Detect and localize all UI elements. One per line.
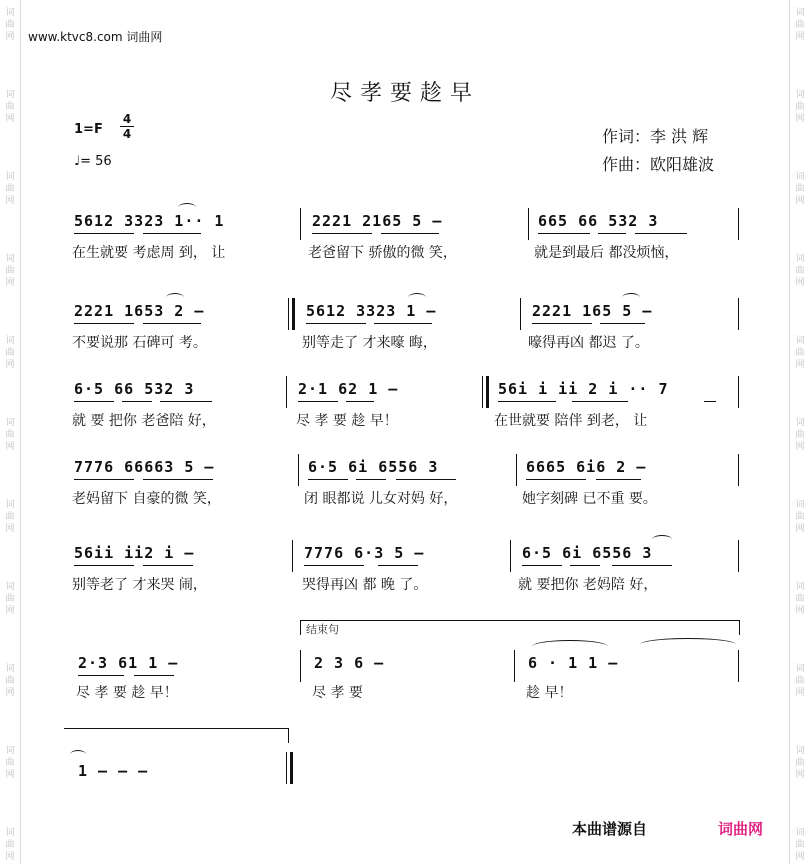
bar-line xyxy=(528,208,529,240)
beam-line xyxy=(572,401,628,402)
score-row-3 xyxy=(0,380,810,450)
watermark-char: 网 xyxy=(5,770,15,780)
watermark-char: 曲 xyxy=(795,348,805,358)
repeat-start-bar-thick xyxy=(292,298,295,330)
watermark-char: 曲 xyxy=(5,594,15,604)
watermark-char: 网 xyxy=(5,606,15,616)
ending-bracket-continued xyxy=(64,728,289,743)
watermark-char: 词 xyxy=(795,418,805,428)
watermark-char: 词 xyxy=(5,500,15,510)
lyric-line: 在生就要 考虑周 到， 让 xyxy=(72,245,226,261)
bar-line xyxy=(738,454,739,486)
beam-line xyxy=(122,401,152,402)
composer-credit: 作曲：欧阳雄波 xyxy=(602,155,715,174)
measure-notes: 2·3 61 1 – xyxy=(78,654,179,672)
beam-line xyxy=(532,323,592,324)
watermark-char: 词 xyxy=(5,172,15,182)
watermark-char: 网 xyxy=(795,442,805,452)
watermark-char: 曲 xyxy=(5,266,15,276)
beam-line xyxy=(378,565,418,566)
beam-line xyxy=(356,479,386,480)
bar-line xyxy=(738,376,739,408)
song-title: 尽孝要趁早 xyxy=(329,81,480,106)
score-row-5 xyxy=(0,544,810,614)
watermark-char: 曲 xyxy=(795,512,805,522)
bar-line xyxy=(286,376,287,408)
watermark-char: 词 xyxy=(795,8,805,18)
watermark-char: 词 xyxy=(795,746,805,756)
watermark-char: 曲 xyxy=(795,184,805,194)
lyric-line: 老妈留下 自豪的微 笑， xyxy=(72,491,221,507)
slur-mark xyxy=(652,535,672,544)
lyric-line: 不要说那 石碑可 考。 xyxy=(72,335,207,351)
repeat-start-bar-thick xyxy=(486,376,489,408)
lyric-line: 就是到最后 都没烦恼， xyxy=(534,245,679,261)
bar-line xyxy=(738,208,739,240)
tempo-value: = 56 xyxy=(80,154,112,169)
watermark-char: 曲 xyxy=(5,184,15,194)
watermark-char: 曲 xyxy=(5,430,15,440)
watermark-char: 词 xyxy=(5,90,15,100)
bar-line xyxy=(292,540,293,572)
watermark-char: 词 xyxy=(5,746,15,756)
watermark-char: 网 xyxy=(5,32,15,42)
measure-notes: 56ii ii2 i – xyxy=(74,544,195,562)
bar-line xyxy=(300,208,301,240)
beam-line xyxy=(704,401,716,402)
bar-line xyxy=(510,540,511,572)
source-text: 本曲谱源自 xyxy=(572,820,648,838)
lyricist-credit: 作词：李 洪 辉 xyxy=(602,127,709,146)
lyric-line: 老爸留下 骄傲的微 笑， xyxy=(308,245,457,261)
measure-notes: 2221 1653 2 – xyxy=(74,302,205,320)
beam-line xyxy=(635,233,687,234)
watermark-char: 网 xyxy=(5,442,15,452)
beam-line xyxy=(498,401,556,402)
watermark-char: 曲 xyxy=(795,430,805,440)
watermark-char: 曲 xyxy=(795,758,805,768)
watermark-char: 曲 xyxy=(5,758,15,768)
beam-line xyxy=(598,233,626,234)
lyric-line: 别等老了 才来哭 闹， xyxy=(72,577,207,593)
beam-line xyxy=(312,233,372,234)
measure-notes: 6·5 6i 6556 3 xyxy=(308,458,439,476)
watermark-char: 词 xyxy=(795,336,805,346)
measure-notes: 6·5 6i 6556 3 xyxy=(522,544,653,562)
measure-notes: 6 · 1 1 – xyxy=(528,654,619,672)
beam-line xyxy=(570,565,600,566)
watermark-char: 词 xyxy=(795,664,805,674)
watermark-char: 曲 xyxy=(5,348,15,358)
bar-line xyxy=(516,454,517,486)
watermark-char: 网 xyxy=(795,770,805,780)
measure-notes: 2221 165 5 – xyxy=(532,302,653,320)
bar-line xyxy=(520,298,521,330)
watermark-char: 曲 xyxy=(5,102,15,112)
watermark-char: 曲 xyxy=(795,840,805,850)
beam-line xyxy=(143,565,193,566)
bar-line xyxy=(738,298,739,330)
beam-line xyxy=(381,233,439,234)
measure-notes: 7776 6·3 5 – xyxy=(304,544,425,562)
watermark-char: 词 xyxy=(795,582,805,592)
watermark-char: 词 xyxy=(5,418,15,428)
score-row-2 xyxy=(0,302,810,372)
beam-line xyxy=(612,565,672,566)
watermark-char: 曲 xyxy=(795,676,805,686)
lyric-line: 就 要把你 老妈陪 好， xyxy=(518,577,658,593)
watermark-char: 曲 xyxy=(5,512,15,522)
tie-mark xyxy=(532,640,608,653)
time-signature-bottom: 4 xyxy=(120,126,134,141)
measure-notes: 6·5 66 532 3 xyxy=(74,380,195,398)
measure-notes: 665 66 532 3 xyxy=(538,212,659,230)
tempo-marking xyxy=(74,154,112,169)
beam-line xyxy=(74,479,134,480)
tie-mark xyxy=(640,638,736,651)
measure-notes: 1 – – – xyxy=(78,762,149,780)
watermark-char: 网 xyxy=(795,114,805,124)
measure-notes: 2221 2165 5 – xyxy=(312,212,443,230)
watermark-char: 词 xyxy=(5,664,15,674)
watermark-char: 网 xyxy=(5,114,15,124)
watermark-char: 网 xyxy=(5,688,15,698)
lyric-line: 哭得再凶 都 晚 了。 xyxy=(302,577,428,593)
repeat-start-bar xyxy=(482,376,483,408)
slur-mark xyxy=(178,203,196,212)
measure-notes: 2 3 6 – xyxy=(314,654,385,672)
watermark-char: 词 xyxy=(5,582,15,592)
site-url[interactable]: www.ktvc8.com 词曲网 xyxy=(28,30,163,44)
watermark-char: 网 xyxy=(795,196,805,206)
measure-notes: 5612 3323 1 – xyxy=(306,302,437,320)
beam-line xyxy=(78,675,124,676)
beam-line xyxy=(74,401,114,402)
watermark-char: 曲 xyxy=(795,20,805,30)
beam-line xyxy=(74,233,134,234)
tie-mark xyxy=(70,750,86,759)
score-row-1 xyxy=(0,212,810,282)
beam-line xyxy=(596,479,641,480)
watermark-char: 词 xyxy=(795,254,805,264)
watermark-char: 网 xyxy=(795,32,805,42)
beam-line xyxy=(600,323,645,324)
lyric-line: 就 要 把你 老爸陪 好， xyxy=(72,413,216,429)
beam-line xyxy=(143,479,213,480)
ending-bracket xyxy=(300,620,740,635)
final-bar xyxy=(286,752,287,784)
watermark-char: 网 xyxy=(5,524,15,534)
lyric-line: 尽 孝 要 趁 早！ xyxy=(76,685,178,701)
bar-line xyxy=(738,650,739,682)
beam-line xyxy=(298,401,338,402)
score-row-7 xyxy=(0,762,810,832)
measure-notes: 5612 3323 1·· 1 xyxy=(74,212,225,230)
score-row-6 xyxy=(0,654,810,724)
lyric-line: 嚎得再凶 都迟 了。 xyxy=(528,335,649,351)
watermark-char: 网 xyxy=(795,360,805,370)
watermark-char: 词 xyxy=(795,500,805,510)
watermark-char: 网 xyxy=(795,688,805,698)
ending-label: 结束句 xyxy=(306,623,339,636)
watermark-char: 曲 xyxy=(795,594,805,604)
watermark-char: 曲 xyxy=(5,20,15,30)
lyric-line: 闭 眼都说 儿女对妈 好， xyxy=(304,491,458,507)
lyric-line: 在世就要 陪伴 到老， 让 xyxy=(494,413,648,429)
watermark-char: 曲 xyxy=(795,102,805,112)
watermark-char: 网 xyxy=(795,606,805,616)
watermark-char: 网 xyxy=(5,852,15,862)
watermark-char: 曲 xyxy=(5,840,15,850)
watermark-char: 词 xyxy=(5,336,15,346)
beam-line xyxy=(396,479,456,480)
watermark-char: 网 xyxy=(5,278,15,288)
watermark-char: 词 xyxy=(5,828,15,838)
lyric-line: 她字刻碑 已不重 要。 xyxy=(522,491,657,507)
final-bar-thick xyxy=(290,752,293,784)
watermark-char: 词 xyxy=(795,828,805,838)
watermark-char: 网 xyxy=(5,360,15,370)
beam-line xyxy=(74,565,134,566)
beam-line xyxy=(522,565,562,566)
lyric-line: 趁 早！ xyxy=(526,685,573,701)
watermark-char: 网 xyxy=(795,524,805,534)
beam-line xyxy=(538,233,590,234)
measure-notes: 6665 6i6 2 – xyxy=(526,458,647,476)
watermark-char: 网 xyxy=(5,196,15,206)
watermark-char: 词 xyxy=(5,8,15,18)
watermark-char: 曲 xyxy=(5,676,15,686)
watermark-char: 曲 xyxy=(795,266,805,276)
time-signature-top: 4 xyxy=(122,112,132,126)
slur-mark xyxy=(166,293,184,302)
beam-line xyxy=(143,233,201,234)
repeat-start-bar xyxy=(288,298,289,330)
quarter-note-icon: ♩ xyxy=(74,154,81,169)
beam-line xyxy=(160,401,212,402)
time-signature xyxy=(120,112,134,141)
key-signature: 1=F xyxy=(74,122,103,137)
bar-line xyxy=(738,540,739,572)
watermark-char: 网 xyxy=(795,278,805,288)
bar-line xyxy=(514,650,515,682)
measure-notes: 2·1 62 1 – xyxy=(298,380,399,398)
score-row-4 xyxy=(0,458,810,528)
beam-line xyxy=(374,323,432,324)
beam-line xyxy=(306,323,366,324)
slur-mark xyxy=(622,293,640,302)
lyric-line: 别等走了 才来嚎 晦， xyxy=(302,335,437,351)
lyric-line: 尽 孝 要 趁 早！ xyxy=(296,413,398,429)
watermark-char: 词 xyxy=(5,254,15,264)
beam-line xyxy=(526,479,586,480)
lyric-line: 尽 孝 要 xyxy=(312,685,363,701)
slur-mark xyxy=(408,293,426,302)
watermark-char: 网 xyxy=(795,852,805,862)
bar-line xyxy=(300,650,301,682)
beam-line xyxy=(134,675,174,676)
measure-notes: 7776 66663 5 – xyxy=(74,458,215,476)
watermark-char: 词 xyxy=(795,90,805,100)
beam-line xyxy=(304,565,364,566)
beam-line xyxy=(74,323,134,324)
beam-line xyxy=(308,479,348,480)
beam-line xyxy=(346,401,374,402)
beam-line xyxy=(143,323,201,324)
measure-notes: 56i i ii 2 i ·· 7 xyxy=(498,380,669,398)
source-site-link[interactable]: 词曲网 xyxy=(718,820,764,838)
watermark-char: 词 xyxy=(795,172,805,182)
bar-line xyxy=(298,454,299,486)
